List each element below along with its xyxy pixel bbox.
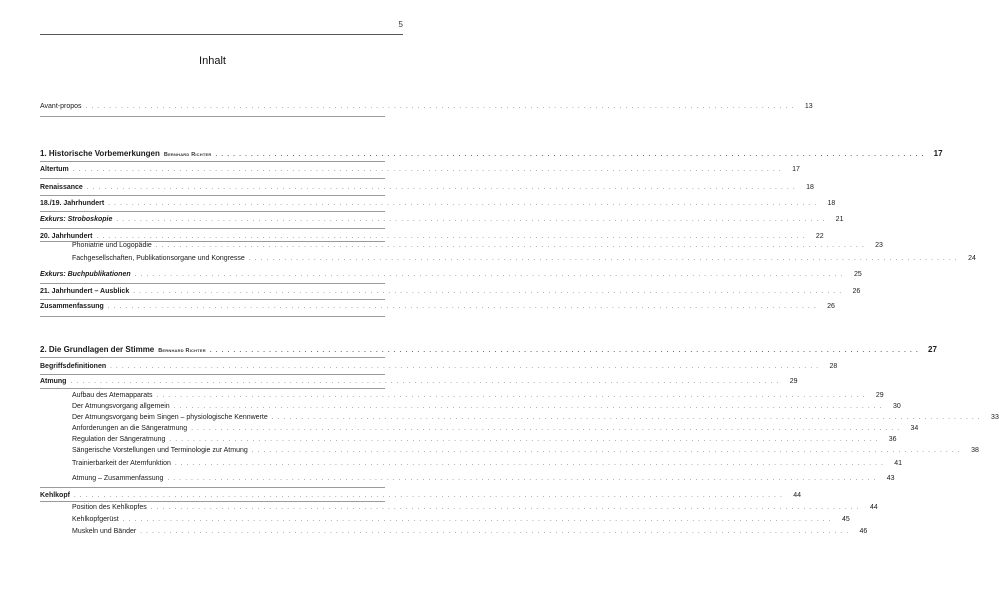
toc-entry-title: Muskeln und Bänder bbox=[72, 528, 137, 535]
toc-chapter bbox=[40, 149, 943, 159]
toc-entry bbox=[72, 503, 878, 513]
toc-entry-page: 24 bbox=[968, 255, 976, 262]
toc-entry-page: 29 bbox=[875, 392, 884, 399]
toc-entry-page: 41 bbox=[894, 460, 903, 467]
toc-entry-page: 25 bbox=[853, 271, 862, 278]
toc-entry bbox=[72, 241, 883, 251]
separator-rule bbox=[40, 116, 385, 117]
toc-entry-title: Aufbau des Atemapparats bbox=[72, 392, 153, 399]
page-title: Inhalt bbox=[199, 55, 226, 67]
toc-entry bbox=[40, 183, 814, 193]
toc-entry bbox=[72, 413, 999, 423]
toc-entry-author: Bernhard Richter bbox=[158, 348, 206, 354]
toc-entry bbox=[40, 287, 861, 297]
toc-entry-title: Kehlkopf bbox=[40, 492, 70, 499]
separator-rule bbox=[40, 228, 385, 229]
dot-leader: . . . . . . . . . . . . . . . . . . . . . . . . . . . . . . . . . . . . . . . . . . . . . . . . . . . . . . . . . . . . . . . . . . . . . . . . . . . . . . . . . . . . . . . . . . . . . . . . . . . . . . . . . . . . . . . . . . . . . . . . bbox=[86, 185, 796, 191]
toc-entry-page: 26 bbox=[827, 303, 835, 310]
dot-leader: . . . . . . . . . . . . . . . . . . . . . . . . . . . . . . . . . . . . . . . . . . . . . . . . . . . . . . . . . . . . . . . . . . . . . . . . . . . . . . . . . . . . . . . . . . . . . . . . . . . . . . . . . . . . . . . . . . . . . . . . bbox=[70, 379, 780, 385]
toc-entry-title: 20. Jahrhundert bbox=[40, 233, 93, 240]
separator-rule bbox=[40, 161, 385, 162]
separator-rule bbox=[40, 487, 385, 488]
dot-leader: . . . . . . . . . . . . . . . . . . . . . . . . . . . . . . . . . . . . . . . . . . . . . . . . . . . . . . . . . . . . . . . . . . . . . . . . . . . . . . . . . . . . . . . . . . . . . . . . . . . . . . . . . . . . . . . . . . . . . . . . bbox=[108, 201, 818, 207]
toc-entry-page: 13 bbox=[804, 103, 813, 110]
toc-entry bbox=[40, 270, 862, 280]
separator-rule bbox=[40, 316, 385, 317]
toc-entry-page: 44 bbox=[870, 504, 878, 511]
toc-entry-page: 28 bbox=[829, 363, 838, 370]
toc-entry bbox=[40, 302, 835, 312]
toc-entry-page: 22 bbox=[815, 233, 824, 240]
toc-entry bbox=[40, 102, 813, 112]
toc-entry-title: Anforderungen an die Sängeratmung bbox=[72, 425, 188, 432]
toc-entry bbox=[40, 377, 798, 387]
page-number: 5 bbox=[398, 20, 403, 29]
dot-leader: . . . . . . . . . . . . . . . . . . . . . . . . . . . . . . . . . . . . . . . . . . . . . . . . . . . . . . . . . . . . . . . . . . . . . . . . . . . . . . . . . . . . . . . . . . . . . . . . . . . . . . . . . . . . . . . . . . . . . . . . bbox=[150, 505, 860, 511]
toc-entry-title: Zusammenfassung bbox=[40, 303, 104, 310]
separator-rule bbox=[40, 299, 385, 300]
dot-leader: . . . . . . . . . . . . . . . . . . . . . . . . . . . . . . . . . . . . . . . . . . . . . . . . . . . . . . . . . . . . . . . . . . . . . . . . . . . . . . . . . . . . . . . . . . . . . . . . . . . . . . . . . . . . . . . . . . . . . . . . bbox=[85, 104, 795, 110]
toc-entry bbox=[72, 254, 976, 264]
toc-entry-title: Renaissance bbox=[40, 184, 83, 191]
toc-entry-title: Trainierbarkeit der Atemfunktion bbox=[72, 460, 171, 467]
toc-entry bbox=[40, 491, 802, 501]
toc-entry-title: Atmung bbox=[40, 378, 67, 385]
separator-rule bbox=[40, 388, 385, 389]
toc-entry-title: 18./19. Jahrhundert bbox=[40, 200, 105, 207]
dot-leader: . . . . . . . . . . . . . . . . . . . . . . . . . . . . . . . . . . . . . . . . . . . . . . . . . . . . . . . . . . . . . . . . . . . . . . . . . . . . . . . . . . . . . . . . . . . . . . . . . . . . . . . . . . . . . . . . . . . . . . . . bbox=[96, 234, 806, 240]
toc-entry-title: Avant-propos bbox=[40, 103, 82, 110]
dot-leader: . . . . . . . . . . . . . . . . . . . . . . . . . . . . . . . . . . . . . . . . . . . . . . . . . . . . . . . . . . . . . . . . . . . . . . . . . . . . . . . . . . . . . . . . . . . . . . . . . . . . . . . . . . . . . . . . . . . . . . . . bbox=[191, 426, 901, 432]
toc-entry-page: 26 bbox=[852, 288, 861, 295]
toc-entry-author: Bernhard Richter bbox=[163, 152, 212, 158]
toc-entry bbox=[40, 362, 838, 372]
dot-leader: . . . . . . . . . . . . . . . . . . . . . . . . . . . . . . . . . . . . . . . . . . . . . . . . . . . . . . . . . . . . . . . . . . . . . . . . . . . . . . . . . . . . . . . . . . . . . . . . . . . . . . . . . . . . . . . . . . . . . . . . bbox=[251, 448, 961, 454]
toc-entry-title: Phoniatrie und Logopädie bbox=[72, 242, 152, 249]
toc-entry-page: 30 bbox=[892, 403, 901, 410]
toc-entry-title: Der Atmungsvorgang allgemein bbox=[72, 403, 170, 410]
dot-leader: . . . . . . . . . . . . . . . . . . . . . . . . . . . . . . . . . . . . . . . . . . . . . . . . . . . . . . . . . . . . . . . . . . . . . . . . . . . . . . . . . . . . . . . . . . . . . . . . . . . . . . . . . . . . . . . . . . . . . . . . bbox=[173, 404, 883, 410]
dot-leader: . . . . . . . . . . . . . . . . . . . . . . . . . . . . . . . . . . . . . . . . . . . . . . . . . . . . . . . . . . . . . . . . . . . . . . . . . . . . . . . . . . . . . . . . . . . . . . . . . . . . . . . . . . . . . . . . . . . . . . . . bbox=[140, 529, 850, 535]
dot-leader: . . . . . . . . . . . . . . . . . . . . . . . . . . . . . . . . . . . . . . . . . . . . . . . . . . . . . . . . . . . . . . . . . . . . . . . . . . . . . . . . . . . . . . . . . . . . . . . . . . . . . . . . . . . . . . . . . . . . . . . . bbox=[169, 437, 879, 443]
toc-entry-page: 27 bbox=[928, 345, 937, 354]
toc-entry-page: 23 bbox=[875, 242, 883, 249]
dot-leader: . . . . . . . . . . . . . . . . . . . . . . . . . . . . . . . . . . . . . . . . . . . . . . . . . . . . . . . . . . . . . . . . . . . . . . . . . . . . . . . . . . . . . . . . . . . . . . . . . . . . . . . . . . . . . . . . . . . . . . . . bbox=[271, 415, 981, 421]
dot-leader: . . . . . . . . . . . . . . . . . . . . . . . . . . . . . . . . . . . . . . . . . . . . . . . . . . . . . . . . . . . . . . . . . . . . . . . . . . . . . . . . . . . . . . . . . . . . . . . . . . . . . . . . . . . . . . . . . . . . . . . . bbox=[174, 461, 885, 467]
dot-leader: . . . . . . . . . . . . . . . . . . . . . . . . . . . . . . . . . . . . . . . . . . . . . . . . . . . . . . . . . . . . . . . . . . . . . . . . . . . . . . . . . . . . . . . . . . . . . . . . . . . . . . . . . . . . . . . . . . . . . . . . bbox=[215, 152, 925, 158]
toc-entry-title: Kehlkopfgerüst bbox=[72, 516, 119, 523]
toc-entry bbox=[72, 527, 868, 537]
toc-entry-title: Exkurs: Stroboskopie bbox=[40, 216, 113, 223]
separator-rule bbox=[40, 211, 385, 212]
dot-leader: . . . . . . . . . . . . . . . . . . . . . . . . . . . . . . . . . . . . . . . . . . . . . . . . . . . . . . . . . . . . . . . . . . . . . . . . . . . . . . . . . . . . . . . . . . . . . . . . . . . . . . . . . . . . . . . . . . . . . . . . bbox=[116, 217, 826, 223]
toc-entry bbox=[72, 424, 919, 434]
dot-leader: . . . . . . . . . . . . . . . . . . . . . . . . . . . . . . . . . . . . . . . . . . . . . . . . . . . . . . . . . . . . . . . . . . . . . . . . . . . . . . . . . . . . . . . . . . . . . . . . . . . . . . . . . . . . . . . . . . . . . . . . bbox=[167, 476, 877, 482]
toc-entry-page: 38 bbox=[971, 447, 979, 454]
dot-leader: . . . . . . . . . . . . . . . . . . . . . . . . . . . . . . . . . . . . . . . . . . . . . . . . . . . . . . . . . . . . . . . . . . . . . . . . . . . . . . . . . . . . . . . . . . . . . . . . . . . . . . . . . . . . . . . . . . . . . . . . bbox=[209, 348, 919, 354]
toc-entry-title: 21. Jahrhundert – Ausblick bbox=[40, 288, 130, 295]
toc-entry-title: 1. Historische Vorbemerkungen bbox=[40, 149, 160, 158]
dot-leader: . . . . . . . . . . . . . . . . . . . . . . . . . . . . . . . . . . . . . . . . . . . . . . . . . . . . . . . . . . . . . . . . . . . . . . . . . . . . . . . . . . . . . . . . . . . . . . . . . . . . . . . . . . . . . . . . . . . . . . . . bbox=[73, 493, 784, 499]
dot-leader: . . . . . . . . . . . . . . . . . . . . . . . . . . . . . . . . . . . . . . . . . . . . . . . . . . . . . . . . . . . . . . . . . . . . . . . . . . . . . . . . . . . . . . . . . . . . . . . . . . . . . . . . . . . . . . . . . . . . . . . . bbox=[110, 364, 820, 370]
toc-entry bbox=[72, 435, 897, 445]
toc-entry-page: 46 bbox=[859, 528, 868, 535]
separator-rule bbox=[40, 178, 385, 179]
toc-entry bbox=[72, 515, 850, 525]
toc-entry-page: 21 bbox=[835, 216, 844, 223]
dot-leader: . . . . . . . . . . . . . . . . . . . . . . . . . . . . . . . . . . . . . . . . . . . . . . . . . . . . . . . . . . . . . . . . . . . . . . . . . . . . . . . . . . . . . . . . . . . . . . . . . . . . . . . . . . . . . . . . . . . . . . . . bbox=[72, 167, 782, 173]
toc-entry-page: 17 bbox=[792, 166, 800, 173]
dot-leader: . . . . . . . . . . . . . . . . . . . . . . . . . . . . . . . . . . . . . . . . . . . . . . . . . . . . . . . . . . . . . . . . . . . . . . . . . . . . . . . . . . . . . . . . . . . . . . . . . . . . . . . . . . . . . . . . . . . . . . . . bbox=[133, 289, 843, 295]
toc-chapter bbox=[40, 345, 937, 355]
dot-leader: . . . . . . . . . . . . . . . . . . . . . . . . . . . . . . . . . . . . . . . . . . . . . . . . . . . . . . . . . . . . . . . . . . . . . . . . . . . . . . . . . . . . . . . . . . . . . . . . . . . . . . . . . . . . . . . . . . . . . . . . bbox=[107, 304, 817, 310]
toc-entry-page: 18 bbox=[827, 200, 836, 207]
dot-leader: . . . . . . . . . . . . . . . . . . . . . . . . . . . . . . . . . . . . . . . . . . . . . . . . . . . . . . . . . . . . . . . . . . . . . . . . . . . . . . . . . . . . . . . . . . . . . . . . . . . . . . . . . . . . . . . . . . . . . . . . bbox=[155, 243, 865, 249]
toc-entry-page: 18 bbox=[806, 184, 814, 191]
separator-rule bbox=[40, 357, 385, 358]
toc-entry-title: Regulation der Sängeratmung bbox=[72, 436, 166, 443]
toc-entry bbox=[72, 446, 979, 456]
toc-entry-page: 45 bbox=[842, 516, 850, 523]
toc-entry bbox=[72, 474, 895, 484]
toc-entry-page: 33 bbox=[991, 414, 999, 421]
toc-entry-title: Der Atmungsvorgang beim Singen – physiologische Kennwerte bbox=[72, 414, 268, 421]
toc-entry bbox=[72, 459, 903, 469]
toc-entry-page: 17 bbox=[933, 149, 943, 158]
dot-leader: . . . . . . . . . . . . . . . . . . . . . . . . . . . . . . . . . . . . . . . . . . . . . . . . . . . . . . . . . . . . . . . . . . . . . . . . . . . . . . . . . . . . . . . . . . . . . . . . . . . . . . . . . . . . . . . . . . . . . . . . bbox=[122, 517, 832, 523]
dot-leader: . . . . . . . . . . . . . . . . . . . . . . . . . . . . . . . . . . . . . . . . . . . . . . . . . . . . . . . . . . . . . . . . . . . . . . . . . . . . . . . . . . . . . . . . . . . . . . . . . . . . . . . . . . . . . . . . . . . . . . . . bbox=[248, 256, 958, 262]
dot-leader: . . . . . . . . . . . . . . . . . . . . . . . . . . . . . . . . . . . . . . . . . . . . . . . . . . . . . . . . . . . . . . . . . . . . . . . . . . . . . . . . . . . . . . . . . . . . . . . . . . . . . . . . . . . . . . . . . . . . . . . . bbox=[156, 393, 866, 399]
toc-entry-title: Exkurs: Buchpublikationen bbox=[40, 271, 131, 278]
toc-entry-title: Fachgesellschaften, Publikationsorgane und Kongresse bbox=[72, 255, 245, 262]
toc-entry bbox=[72, 391, 884, 401]
toc-entry-title: Sängerische Vorstellungen und Terminologie zur Atmung bbox=[72, 447, 248, 454]
separator-rule bbox=[40, 374, 385, 375]
toc-entry bbox=[72, 402, 901, 412]
toc-entry-title: Altertum bbox=[40, 166, 69, 173]
separator-rule bbox=[40, 195, 385, 196]
toc-entry bbox=[40, 215, 844, 225]
toc-entry-title: Atmung – Zusammenfassung bbox=[72, 475, 164, 482]
separator-rule bbox=[40, 283, 385, 284]
dot-leader: . . . . . . . . . . . . . . . . . . . . . . . . . . . . . . . . . . . . . . . . . . . . . . . . . . . . . . . . . . . . . . . . . . . . . . . . . . . . . . . . . . . . . . . . . . . . . . . . . . . . . . . . . . . . . . . . . . . . . . . . bbox=[134, 272, 844, 278]
toc-entry-page: 43 bbox=[886, 475, 895, 482]
separator-rule bbox=[40, 501, 385, 502]
toc-entry-title: Position des Kehlkopfes bbox=[72, 504, 147, 511]
toc-entry-page: 29 bbox=[789, 378, 798, 385]
toc-entry-page: 34 bbox=[910, 425, 919, 432]
toc-entry bbox=[40, 165, 800, 175]
toc-entry-title: 2. Die Grundlagen der Stimme bbox=[40, 345, 155, 354]
toc-entry-title: Begriffsdefinitionen bbox=[40, 363, 107, 370]
toc-entry-page: 36 bbox=[888, 436, 897, 443]
toc-entry bbox=[40, 199, 836, 209]
toc-entry-page: 44 bbox=[793, 492, 802, 499]
